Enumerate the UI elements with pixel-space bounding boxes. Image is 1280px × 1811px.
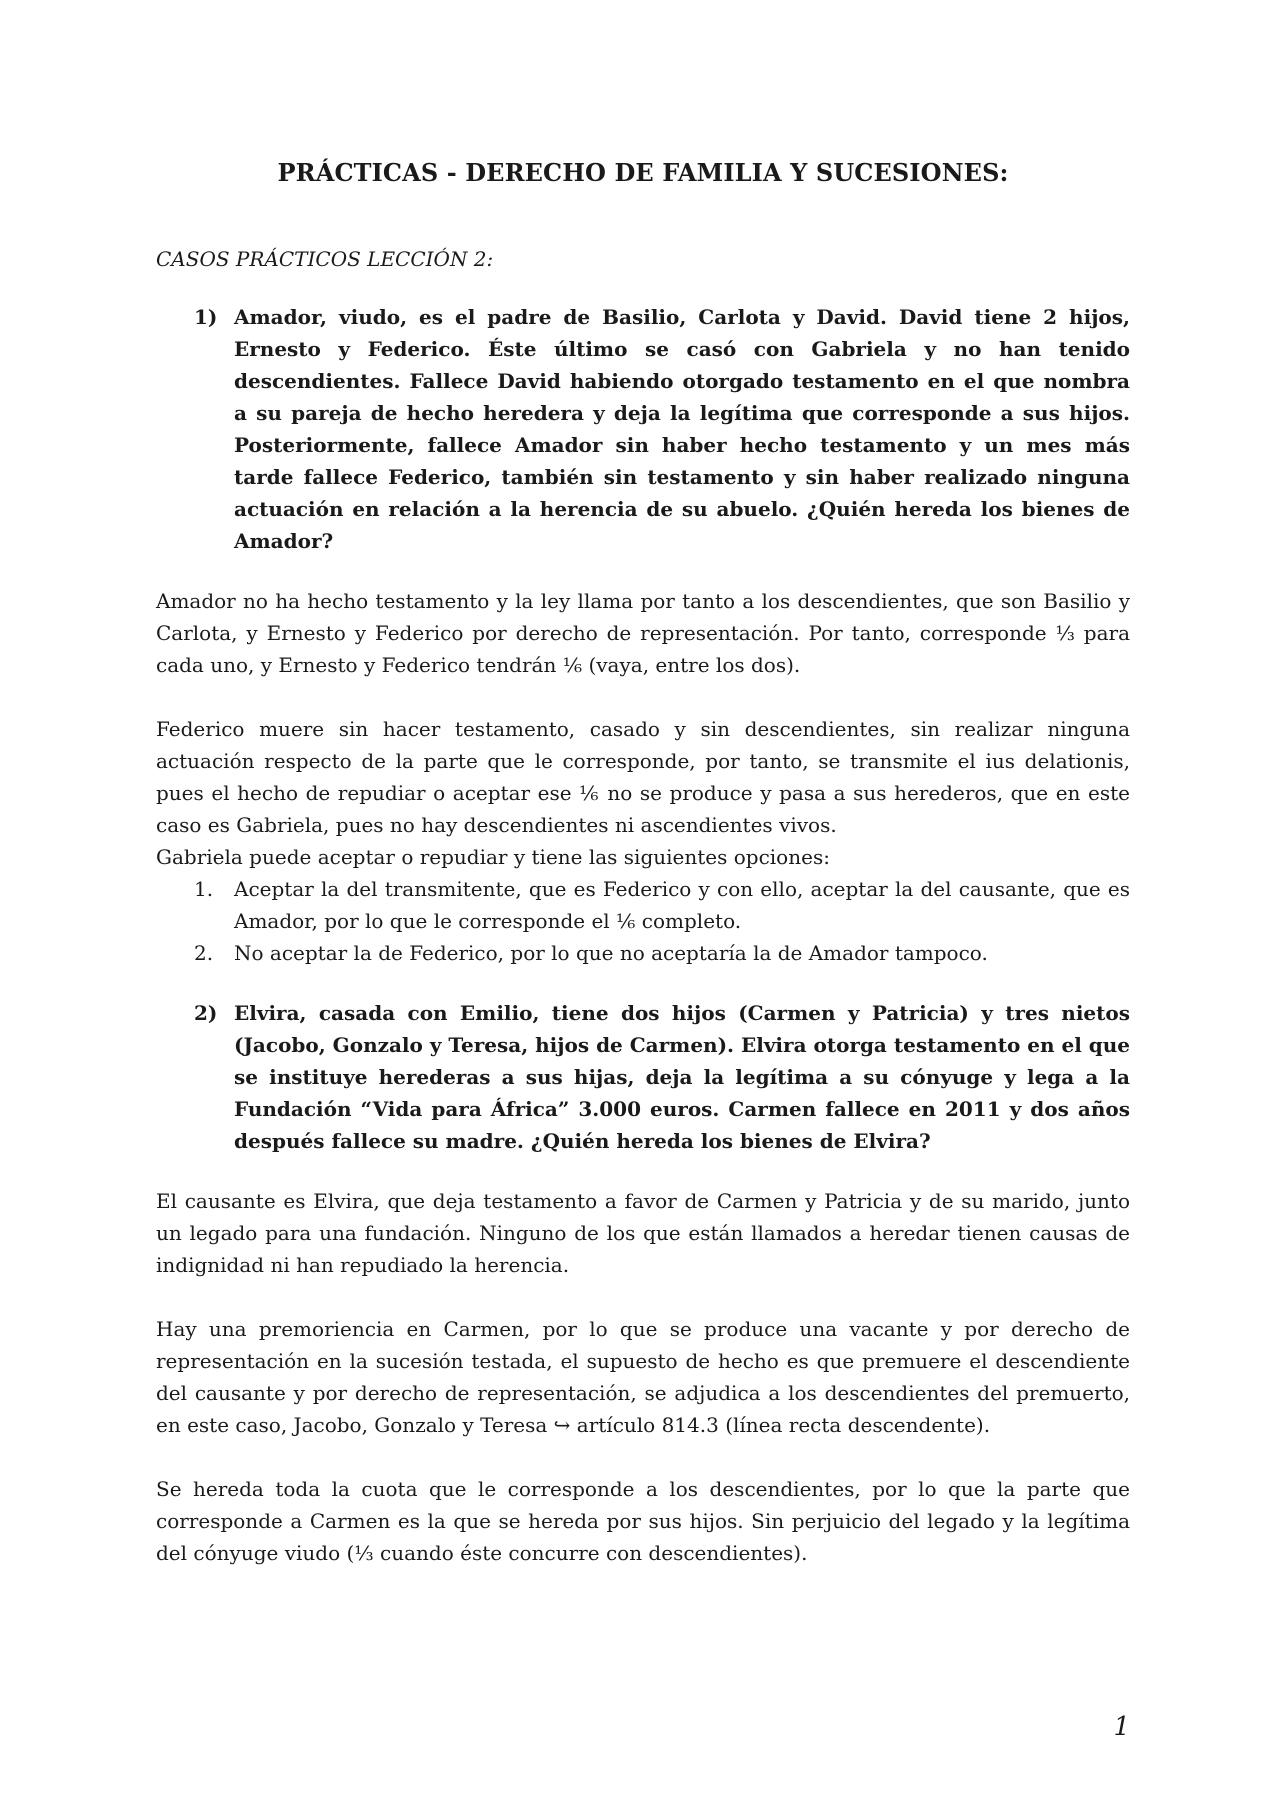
document-page: [156, 158, 1130, 1601]
case-2-answer-paragraph-3: Se hereda toda la cuota que le corresponde a los descendientes, por lo que la parte que corresponde a Carmen es la que se hereda por sus hijos. Sin perjuicio del legado y la legítima del cónyuge viudo (⅓ cuando éste concurre con descendientes).: [156, 1477, 1130, 1565]
case-1-number: 1): [194, 305, 218, 329]
option-text: No aceptar la de Federico, por lo que no aceptaría la de Amador tampoco.: [234, 941, 988, 965]
case-2-answer-paragraph-2: Hay una premoriencia en Carmen, por lo que se produce una vacante y por derecho de representación en la sucesión testada, el supuesto de hecho es que premuere el descendiente del causante y por derecho de representación, se adjudica a los descendientes del premuerto, en este caso, Jacobo, Gonzalo y Teresa ↪ artículo 814.3 (línea recta descendente).: [156, 1317, 1130, 1437]
case-1-question: [156, 301, 1130, 557]
option-number: 1.: [194, 877, 214, 901]
case-1-answer-paragraph-2: Federico muere sin hacer testamento, casado y sin descendientes, sin realizar ninguna actuación respecto de la parte que le corresponde, por tanto, se transmite el ius delationis, pues el hecho de repudiar o aceptar ese ⅙ no se produce y pasa a sus herederos, que en este caso es Gabriela, pues no hay descendientes ni ascendientes vivos.: [156, 717, 1130, 837]
case-1-answer-paragraph-1: Amador no ha hecho testamento y la ley llama por tanto a los descendientes, que son Basilio y Carlota, y Ernesto y Federico por derecho de representación. Por tanto, corresponde ⅓ para cada uno, y Ernesto y Federico tendrán ⅙ (vaya, entre los dos).: [156, 589, 1130, 677]
page-number: 1: [1113, 1712, 1130, 1742]
case-2-question-text: Elvira, casada con Emilio, tiene dos hijos (Carmen y Patricia) y tres nietos (Jacobo, Gonzalo y Teresa, hijos de Carmen). Elvira otorga testamento en el que se instituye herederas a sus hijas, deja la legítima a su cónyuge y lega a la Fundación “Vida para África” 3.000 euros. Carmen fallece en 2011 y dos años después fallece su madre. ¿Quién hereda los bienes de Elvira?: [234, 1001, 1131, 1153]
case-2-question: [156, 997, 1130, 1157]
case-1-options-list: [156, 873, 1130, 969]
case-2-answer-paragraph-1: El causante es Elvira, que deja testamento a favor de Carmen y Patricia y de su marido, junto un legado para una fundación. Ninguno de los que están llamados a heredar tienen causas de indignidad ni han repudiado la herencia.: [156, 1189, 1130, 1277]
list-item: [156, 937, 1130, 969]
case-1-answer-paragraph-3: Gabriela puede aceptar o repudiar y tiene las siguientes opciones:: [156, 845, 830, 869]
section-heading: CASOS PRÁCTICOS LECCIÓN 2:: [156, 247, 494, 271]
document-title: PRÁCTICAS - DERECHO DE FAMILIA Y SUCESIONES:: [277, 158, 1009, 187]
case-1-question-text: Amador, viudo, es el padre de Basilio, Carlota y David. David tiene 2 hijos, Ernesto y Federico. Éste último se casó con Gabriela y no han tenido descendientes. Fallece David habiendo otorgado testamento en el que nombra a su pareja de hecho heredera y deja la legítima que corresponde a sus hijos. Posteriormente, fallece Amador sin haber hecho testamento y un mes más tarde fallece Federico, también sin testamento y sin haber realizado ninguna actuación en relación a la herencia de su abuelo. ¿Quién hereda los bienes de Amador?: [234, 305, 1130, 553]
case-2-number: 2): [194, 1001, 218, 1025]
option-number: 2.: [194, 941, 214, 965]
list-item: [156, 873, 1130, 937]
option-text: Aceptar la del transmitente, que es Federico y con ello, aceptar la del causante, que es Amador, por lo que le corresponde el ⅙ completo.: [234, 877, 1130, 933]
